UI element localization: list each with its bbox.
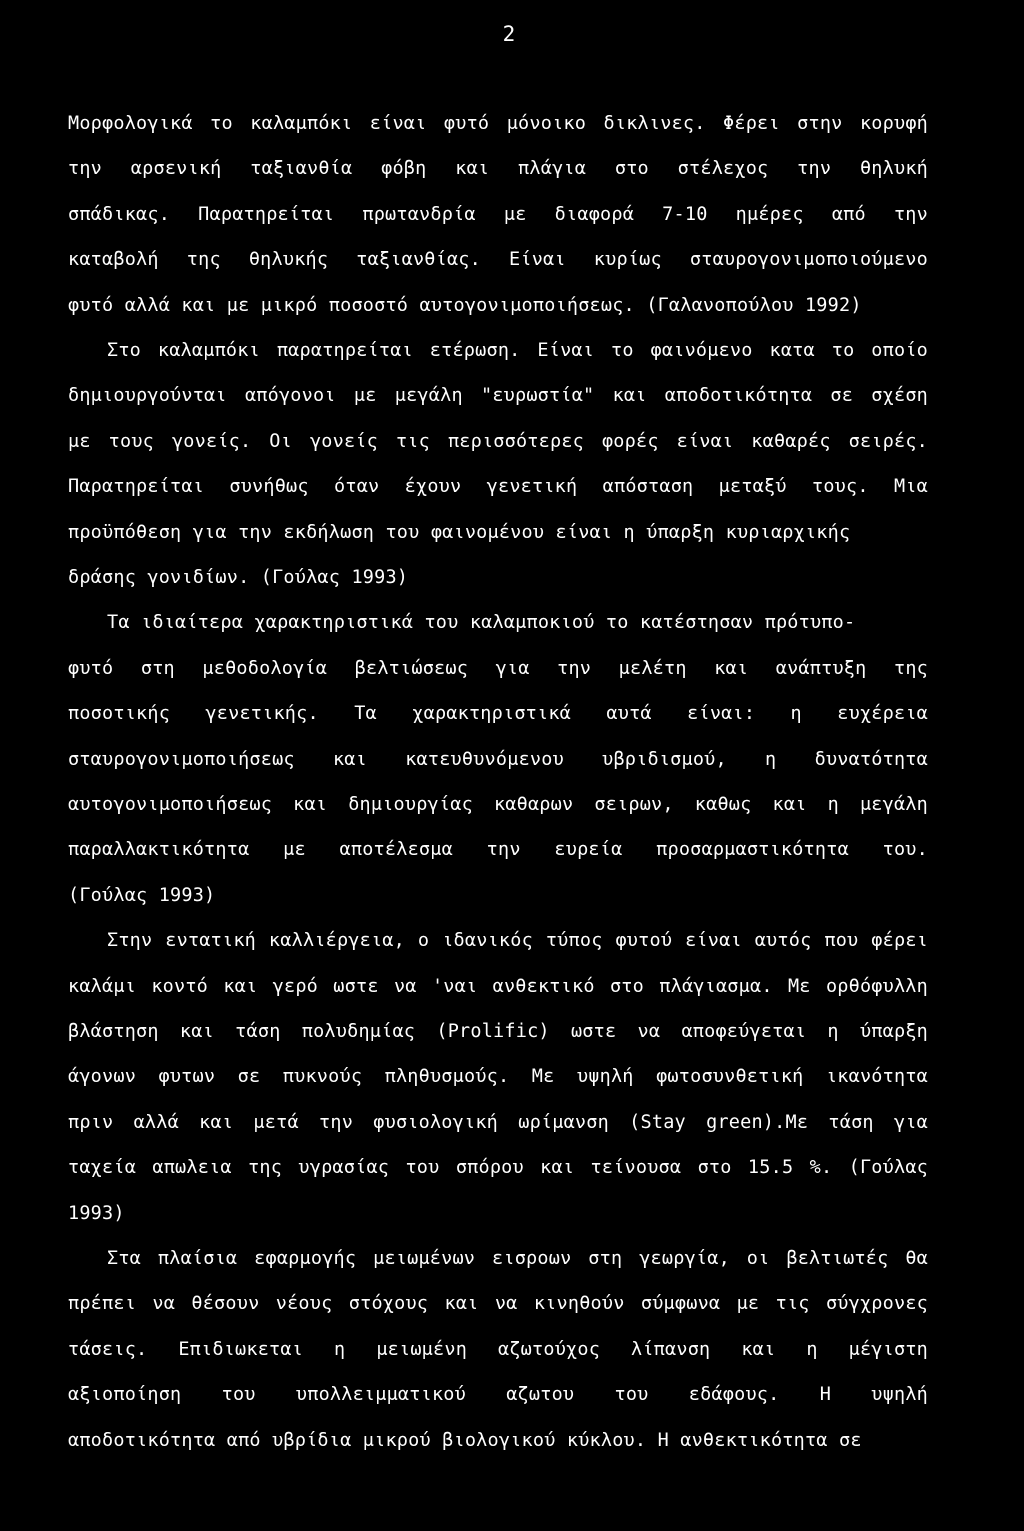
text-line: Στο καλαμπόκι παρατηρείται ετέρωση. Είναι το φαινόμενο κατα το οποίο <box>107 340 928 361</box>
page-number: 2 <box>502 22 516 46</box>
text-line: τάσεις. Επιδιωκεται η μειωμένη αζωτούχος λίπανση και η μέγιστη <box>68 1338 928 1360</box>
text-line: ποσοτικής γενετικής. Τα χαρακτηριστικά αυτά είναι: η ευχέρεια <box>68 703 928 725</box>
text-line: (Γούλας 1993) <box>68 884 216 906</box>
text-line: προϋπόθεση για την εκδήλωση του φαινομένου είναι η ύπαρξη κυριαρχικής <box>68 521 851 543</box>
text-line: 1993) <box>68 1202 125 1224</box>
text-line: δράσης γονιδίων. (Γούλας 1993) <box>68 567 409 588</box>
text-line: φυτό αλλά και με μικρό ποσοστό αυτογονιμοποιήσεως. (Γαλανοπούλου 1992) <box>68 294 862 316</box>
text-line: Παρατηρείται συνήθως όταν έχουν γενετική απόσταση μεταξύ τους. Μια <box>68 476 928 498</box>
text-line: σπάδικας. Παρατηρείται πρωτανδρία με διαφορά 7-10 ημέρες από την <box>68 203 928 225</box>
text-line: Τα ιδιαίτερα χαρακτηριστικά του καλαμποκιού το κατέστησαν πρότυπο- <box>107 612 856 634</box>
text-line: καταβολή της θηλυκής ταξιανθίας. Είναι κυρίως σταυρογονιμοποιούμενο <box>68 249 928 271</box>
text-line: με τους γονείς. Οι γονείς τις περισσότερες φορές είναι καθαρές σειρές. <box>68 430 928 452</box>
text-line: Στα πλαίσια εφαρμογής μειωμένων εισροων στη γεωργία, οι βελτιωτές θα <box>107 1248 928 1269</box>
text-line: αξιοποίηση του υπολλειμματικού αζωτου του εδάφους. Η υψηλή <box>68 1384 928 1406</box>
text-line: παραλλακτικότητα με αποτέλεσμα την ευρεία προσαρμαστικότητα του. <box>68 839 928 861</box>
text-line: αυτογονιμοποιήσεως και δημιουργίας καθαρων σειρων, καθως και η μεγάλη <box>68 794 928 815</box>
text-line: άγονων φυτων σε πυκνούς πληθυσμούς. Με υψηλή φωτοσυνθετική ικανότητα <box>68 1066 928 1088</box>
text-line: δημιουργούνται απόγονοι με μεγάλη "ευρωστία" και αποδοτικότητα σε σχέση <box>68 385 928 407</box>
text-line: την αρσενική ταξιανθία φόβη και πλάγια στο στέλεχος την θηλυκή <box>68 158 928 180</box>
text-line: σταυρογονιμοποιήσεως και κατευθυνόμενου υβριδισμού, η δυνατότητα <box>68 748 928 770</box>
text-line: αποδοτικότητα από υβρίδια μικρού βιολογικού κύκλου. Η ανθεκτικότητα σε <box>68 1429 862 1451</box>
text-line: βλάστηση και τάση πολυδημίας (Prolific) ωστε να αποφεύγεται η ύπαρξη <box>68 1021 928 1042</box>
text-line: Μορφολογικά το καλαμπόκι είναι φυτό μόνοικο δικλινες. Φέρει στην κορυφή <box>68 113 928 134</box>
text-line: πριν αλλά και μετά την φυσιολογική ωρίμανση (Stay green).Με τάση για <box>68 1111 928 1133</box>
text-line: φυτό στη μεθοδολογία βελτιώσεως για την μελέτη και ανάπτυξη της <box>68 657 928 679</box>
text-line: Στην εντατική καλλιέργεια, ο ιδανικός τύπος φυτού είναι αυτός που φέρει <box>107 930 928 952</box>
text-line: πρέπει να θέσουν νέους στόχους και να κινηθούν σύμφωνα με τις σύγχρονες <box>68 1293 928 1315</box>
text-line: καλάμι κοντό και γερό ωστε να 'ναι ανθεκτικό στο πλάγιασμα. Με ορθόφυλλη <box>68 975 928 997</box>
text-line: ταχεία απωλεια της υγρασίας του σπόρου και τείνουσα στο 15.5 %. (Γούλας <box>68 1157 928 1179</box>
